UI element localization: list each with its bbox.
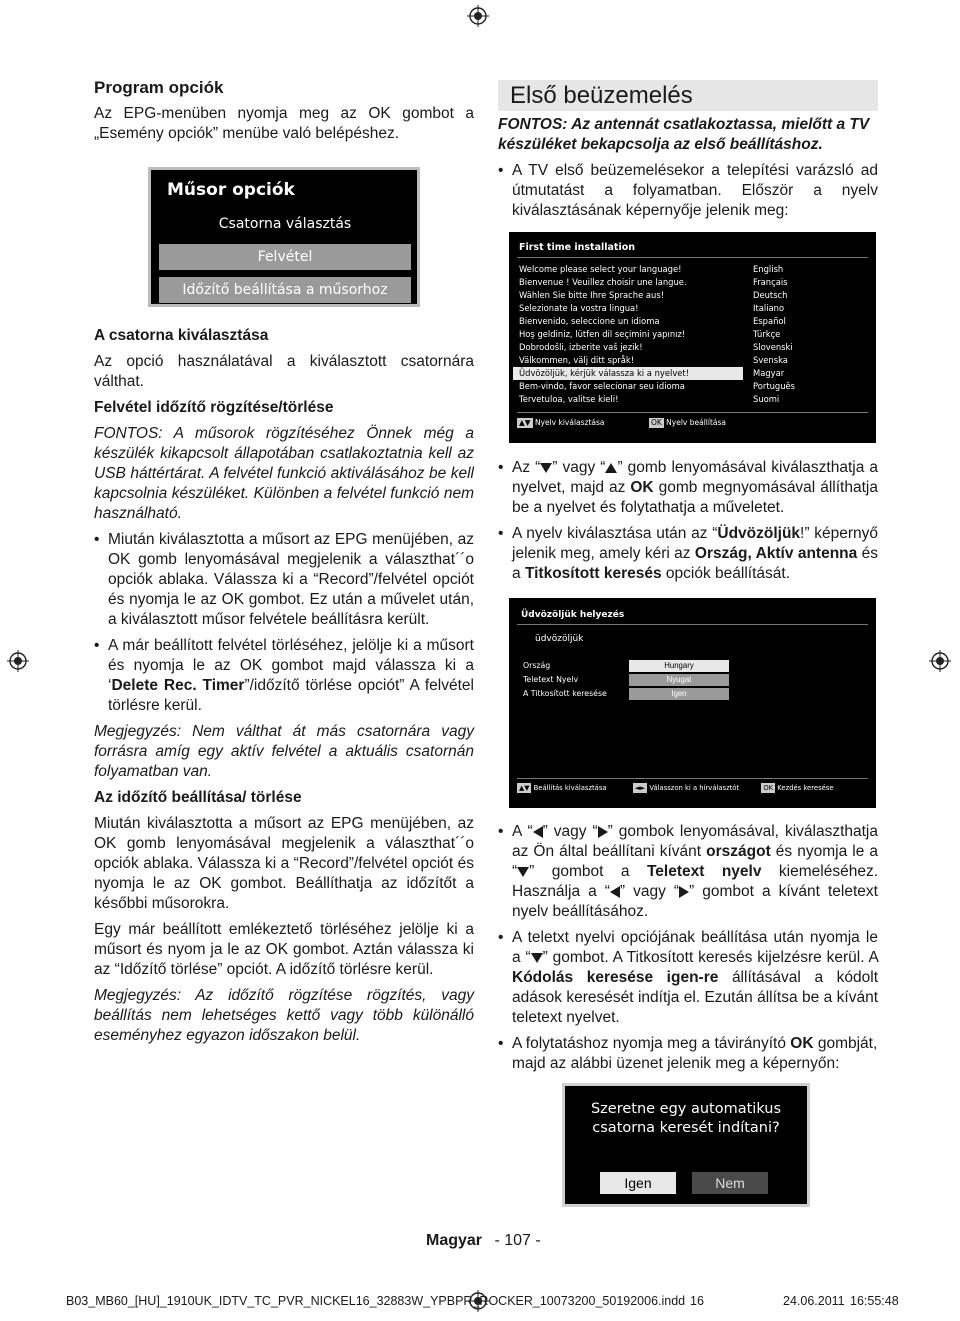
encrypted-search-select[interactable]: Igen: [629, 688, 729, 700]
auto-search-dialog: [562, 1083, 810, 1207]
country-select-bullet: • A “ ” vagy “ ” gombok lenyomásával, kiválaszthatja az Ön által beállítani kívánt országot és nyomja le a “ ” gombot a Teletext nyelv kiemeléséhez. Használja a “ ” vagy “ ” gombot a kívánt teletext nyelv beállításához.: [498, 823, 878, 920]
welcome-settings-screen: [509, 598, 876, 808]
channel-select-text: Az opció használatával a kiválasztott csatornára válthat.: [94, 353, 474, 390]
language-option[interactable]: Deutsch: [753, 290, 788, 300]
prompt-line: Tervetuloa, valitse kieli!: [519, 394, 619, 404]
prompt-line: Welcome please select your language!: [519, 264, 682, 274]
record-timer-heading: Felvétel időzítő rögzítése/törlése: [94, 399, 334, 416]
left-right-key-icon: ◄►: [634, 784, 646, 792]
registration-mark-icon: [467, 5, 489, 27]
menu-item-set-timer[interactable]: Időzítő beállítása a műsorhoz: [159, 277, 411, 303]
welcome-prompt-list: [513, 263, 743, 406]
right-arrow-icon: [598, 826, 608, 838]
screen-title: Műsor opciók: [167, 180, 295, 200]
yes-button[interactable]: Igen: [600, 1172, 676, 1194]
settings-labels: [523, 659, 627, 701]
timer-text: Miután kiválasztotta a műsort az EPG menüjében, az OK gomb lenyomásával megjelenik a választhat´´o opciók ablaka. Válassza ki a “Record”/felvétel opciót és nyomja le az OK gombot. Beállíthatja az időzítőt a későbbi műsorokra.: [94, 815, 474, 912]
channel-select-heading: A csatorna kiválasztása: [94, 327, 269, 344]
prompt-line: Hoş geldiniz, lütfen dil seçimini yapınız!: [519, 329, 686, 339]
page-number: - 107 -: [494, 1232, 541, 1249]
slug-filename: B03_MB60_[HU]_1910UK_IDTV_TC_PVR_NICKEL16_32883W_YPBPR_ROCKER_10073200_50192006.indd: [66, 1294, 686, 1308]
ok-key-icon: OK: [763, 784, 774, 792]
right-column-bottom: [498, 822, 878, 1074]
settings-values: [629, 660, 729, 700]
slug-time: 16:55:48: [850, 1294, 899, 1308]
prompt-line: Bienvenue ! Veuillez choisir une langue.: [519, 277, 687, 287]
left-column: [94, 78, 474, 144]
intro-bullet: • A TV első beüzemelésekor a telepítési varázsló ad útmutatást a folyamatban. Először a nyelv kiválasztásának képernyője jelenik meg:: [498, 162, 878, 219]
down-arrow-icon: [517, 867, 529, 877]
language-list: [749, 263, 867, 406]
slug-page: 16: [690, 1294, 704, 1308]
prompt-line: Selezionate la vostra lingua!: [519, 303, 639, 313]
registration-mark-icon: [7, 650, 29, 672]
program-options-text: Az EPG-menüben nyomja meg az OK gombot a „Esemény opciók” menübe való belépéshez.: [94, 105, 474, 142]
screen-title: First time installation: [519, 242, 636, 253]
language-option[interactable]: English: [753, 264, 784, 274]
left-arrow-icon: [533, 826, 543, 838]
registration-mark-icon: [929, 650, 951, 672]
program-options-heading: Program opciók: [94, 78, 224, 97]
prompt-line-selected: Üdvözöljük, kérjük válassza ki a nyelvet!: [513, 367, 743, 380]
reminder-text: Egy már beállított emlékeztető törléséhez jelölje ki a műsort és nyom ja le az OK gombot. Aztán válassza ki az “Időzítő törlése” opciót. A időzítő törlésre kerül.: [94, 921, 474, 978]
event-options-screen: [148, 167, 420, 307]
first-time-installation-screen: [509, 232, 876, 443]
language-option[interactable]: Português: [753, 381, 796, 391]
language-option[interactable]: Türkçe: [753, 329, 781, 339]
language-option[interactable]: Svenska: [753, 355, 788, 365]
prompt-line: Wählen Sie bitte Ihre Sprache aus!: [519, 290, 665, 300]
left-arrow-icon: [610, 886, 620, 898]
arrow-select-bullet: • Az “ ” vagy “ ” gomb lenyomásával kiválaszthatja a nyelvet, majd az OK gomb megnyomásával állíthatja be a nyelvet és folytathatja a műveletet.: [498, 459, 878, 516]
language-option-selected[interactable]: Magyar: [753, 368, 785, 378]
record-important-note: FONTOS: A műsorok rögzítéséhez Önnek még a készülék kikapcsolt állapotában csatlakoztatnia kell az USB háttértárat. A felvétel funkció aktiválásához be kell kapcsolnia készüléket. Különben a felvétel funkció nem használható.: [94, 425, 474, 522]
section-heading-bar: [498, 80, 878, 111]
prompt-line: Bem-vindo, favor selecionar seu idioma: [519, 381, 685, 391]
record-bullet-2: • A már beállított felvétel törléséhez, jelölje ki a műsort és nyomja le az OK gombot majd válassza ki a ‘Delete Rec. Timer”/időzítő törlése opciót” A felvétel törlésre kerül.: [94, 637, 474, 714]
language-option[interactable]: Suomi: [753, 394, 780, 404]
down-arrow-icon: [531, 953, 543, 963]
footer-language: Magyar: [426, 1232, 483, 1249]
encrypted-search-bullet: • A teletxt nyelvi opciójának beállítása után nyomja le a “ ” gombot. A Titkosított keresés kijelzésre kerül. A Kódolás keresése igen-re állításával a kódolt adások keresését indítja el. Ezután állítsa be a kívánt teletext nyelvet.: [498, 929, 879, 1026]
continue-bullet: • A folytatáshoz nyomja meg a távirányító OK gombját, majd az alábbi üzenet jelenik meg a képernyőn:: [498, 1035, 878, 1072]
right-arrow-icon: [679, 886, 689, 898]
menu-item-channel-select[interactable]: Csatorna választás: [159, 211, 411, 237]
prompt-line: Välkommen, välj ditt språk!: [519, 355, 635, 365]
up-arrow-icon: [605, 463, 617, 473]
page-footer: [426, 1232, 541, 1250]
note-1: Megjegyzés: Nem válthat át más csatornára vagy forrásra amíg egy aktív felvétel a aktuális csatornán folyamatban van.: [94, 723, 474, 780]
language-option[interactable]: Italiano: [753, 303, 785, 313]
up-down-key-icon: ▲▼: [519, 418, 531, 427]
screen-title: Üdvözöljük helyezés: [521, 610, 625, 620]
screen-hints: ▲▼ Beállítás kiválasztása ◄► Válasszon ki a hírválasztót OK Kezdés keresése: [519, 784, 834, 792]
record-bullet-1: • Miután kiválasztotta a műsort az EPG menüjében, az OK gomb lenyomásával megjelenik a választhat´´o opciók ablaka. Válassza ki a “Record”/felvétel opciót és nyomja le az OK gombot. Ez után a művelet után, a kiválasztott műsor felvétele beállításra került.: [94, 531, 474, 628]
screen-divider: [517, 412, 868, 413]
menu-item-record[interactable]: Felvétel: [159, 244, 411, 270]
prompt-line: Dobrodošli, izberite vaš jezik!: [519, 342, 643, 352]
timer-heading: Az időzítő beállítása/ törlése: [94, 789, 302, 806]
encrypted-search-label: A Titkosított keresése: [523, 689, 607, 698]
no-button[interactable]: Nem: [692, 1172, 768, 1194]
teletext-language-select[interactable]: Nyugat: [629, 674, 729, 686]
language-option[interactable]: Français: [753, 277, 788, 287]
country-label: Ország: [523, 661, 551, 670]
slug-date: 24.06.2011: [783, 1294, 845, 1308]
up-down-key-icon: ▲▼: [519, 784, 530, 792]
screen-hints: ▲▼ Nyelv kiválasztása OK Nyelv beállítása: [519, 418, 726, 427]
antenna-important: FONTOS: Az antennát csatlakoztassa, mielőtt a TV készüléket bekapcsolja az első beállításhoz.: [498, 116, 870, 153]
screen-divider: [517, 778, 868, 779]
screen-subtitle: üdvözöljük: [535, 634, 584, 644]
ok-key-icon: OK: [650, 418, 662, 427]
welcome-bullet: • A nyelv kiválasztása után az “Üdvözöljük!” képernyő jelenik meg, amely kéri az Ország, Aktív antenna és a Titkosított keresés opciók beállítását.: [498, 525, 878, 582]
screen-divider: [517, 257, 868, 258]
right-column-middle: [498, 458, 878, 584]
teletext-language-label: Teletext Nyelv: [523, 675, 579, 684]
country-select[interactable]: Hungary: [629, 660, 729, 672]
note-2: Megjegyzés: Az időzítő rögzítése rögzítés, vagy beállítás nem lehetséges kettő vagy több különálló eseményhez egyazon időszakon belül.: [94, 987, 474, 1044]
screen-divider: [517, 624, 868, 625]
down-arrow-icon: [540, 463, 552, 473]
prompt-line: Bienvenido, seleccione un idioma: [519, 316, 660, 326]
left-column-body: [94, 326, 474, 1046]
dialog-question: Szeretne egy automatikus csatorna keresét indítani?: [590, 1101, 782, 1136]
right-column-top: [498, 115, 878, 221]
language-option[interactable]: Español: [753, 316, 786, 326]
section-heading: Első beüzemelés: [510, 82, 693, 109]
language-option[interactable]: Slovenski: [753, 342, 793, 352]
